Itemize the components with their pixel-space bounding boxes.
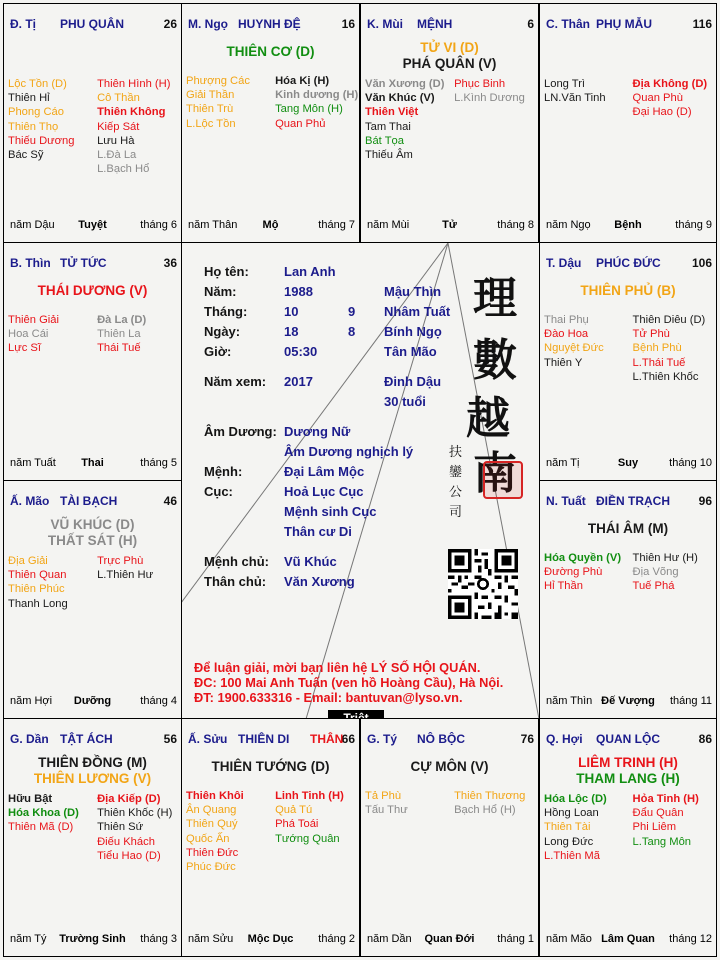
- minor-star: Thiên Đức: [186, 846, 239, 859]
- palace-phase: Tuyệt: [78, 219, 107, 231]
- menh-label: Mệnh:: [204, 464, 243, 479]
- minor-star: Thiên Giải: [8, 314, 59, 326]
- minor-star: Thanh Long: [8, 597, 68, 610]
- palace-phase: Mộ: [262, 219, 279, 231]
- calligraphy-char-1: 理: [473, 273, 517, 324]
- minor-stars-right: [633, 551, 698, 594]
- palace-month: tháng 8: [497, 219, 534, 231]
- day-can: Bính Ngọ: [384, 324, 442, 339]
- palace-month: tháng 5: [140, 457, 177, 469]
- palace-cell-suu: [181, 718, 360, 957]
- palace-year: năm Ngọ: [546, 219, 591, 231]
- menh-value: Đại Lâm Mộc: [284, 464, 365, 479]
- seal-text-1: 扶: [449, 445, 463, 460]
- minor-stars-right: [97, 554, 153, 582]
- palace-year: năm Tý: [10, 933, 47, 945]
- palace-phase: Bệnh: [614, 219, 642, 231]
- main-star: THÁI ÂM (M): [587, 521, 669, 536]
- palace-cell-mao: [3, 480, 182, 719]
- minor-star: Bát Tọa: [365, 134, 404, 147]
- minor-star: Tam Thai: [365, 120, 411, 133]
- minor-stars-left: [365, 77, 444, 162]
- minor-stars-right: [633, 77, 708, 120]
- minor-star: Thiên Hỉ: [8, 92, 50, 105]
- palace-month: tháng 11: [669, 695, 712, 707]
- minor-star: Thiên Mã (D): [8, 821, 74, 834]
- palace-age: 36: [163, 256, 177, 270]
- palace-header: [4, 732, 181, 748]
- palace-header: [361, 17, 538, 33]
- minor-star: Thiên Sứ: [97, 821, 144, 834]
- minor-star: Địa Không (D): [632, 78, 708, 90]
- minor-star: Hỏa Tinh (H): [632, 793, 699, 805]
- minor-star: Tiểu Hao (D): [97, 849, 161, 862]
- amduong-label: Âm Dương:: [204, 424, 277, 439]
- palace-branch: Đ. Tị: [10, 17, 36, 31]
- minor-stars-left: [544, 313, 604, 370]
- main-star: TỬ VI (D): [420, 40, 479, 55]
- minor-star: Hỉ Thần: [544, 580, 583, 593]
- minor-star: Thiên Phúc: [8, 583, 65, 596]
- minor-star: Long Trì: [544, 78, 586, 90]
- palace-branch: Ấ. Mão: [10, 494, 50, 508]
- qr-code-icon: [448, 549, 518, 619]
- minor-star: Tử Phù: [632, 328, 670, 341]
- minor-star: Tướng Quân: [275, 832, 340, 845]
- palace-name: QUAN LỘC: [596, 732, 660, 746]
- palace-month: tháng 4: [140, 695, 177, 707]
- minor-star: L.Thiên Hư: [97, 569, 154, 582]
- palace-year: năm Sửu: [188, 933, 234, 945]
- minor-star: Thiên Thọ: [8, 120, 59, 133]
- minor-star: Lưu Hà: [97, 134, 135, 147]
- center-info-panel: [181, 242, 539, 720]
- minor-star: Tả Phù: [365, 790, 402, 802]
- palace-year: năm Tị: [546, 457, 580, 469]
- palace-branch: G. Dần: [10, 732, 49, 746]
- palace-cell-than: [539, 3, 717, 243]
- minor-star: Thiên Việt: [365, 106, 419, 119]
- minor-star: Đường Phù: [544, 566, 603, 579]
- palace-header: [540, 256, 716, 272]
- main-star: THAM LANG (H): [576, 771, 680, 786]
- age-value: 30 tuổi: [384, 394, 426, 409]
- minor-star: Quả Tú: [275, 804, 313, 817]
- minor-stars-left: [544, 77, 606, 105]
- minor-star: Thiên Hư (H): [632, 552, 698, 564]
- palace-branch: N. Tuất: [546, 494, 586, 508]
- palace-phase: Dưỡng: [73, 695, 112, 707]
- minor-star: Phá Toái: [275, 818, 319, 831]
- palace-footer: [4, 457, 181, 471]
- main-star: THẤT SÁT (H): [47, 533, 138, 548]
- palace-header: [361, 732, 538, 748]
- minor-star: Đại Hao (D): [632, 106, 692, 119]
- palace-branch: K. Mùi: [367, 17, 403, 31]
- menh-chu-label: Mệnh chủ:: [204, 554, 269, 569]
- palace-phase: Đế Vượng: [601, 695, 655, 707]
- day-value: 18: [284, 324, 299, 339]
- minor-stars-right: [97, 77, 170, 176]
- minor-star: Linh Tinh (H): [275, 790, 344, 802]
- minor-stars-left: [8, 77, 74, 162]
- palace-header: [4, 256, 181, 272]
- view-year-label: Năm xem:: [204, 374, 267, 389]
- minor-stars-left: [8, 313, 59, 356]
- minor-star: Trực Phù: [97, 555, 144, 567]
- minor-star: Thiên Thương: [454, 790, 526, 802]
- month-can: Nhâm Tuất: [384, 304, 451, 319]
- month-value: 10: [284, 304, 299, 319]
- palace-name: PHỤ MẪU: [596, 17, 652, 31]
- contact-line-2: ĐC: 100 Mai Anh Tuấn (ven hồ Hoàng Cầu), Hà Nội.: [194, 675, 504, 690]
- palace-branch: M. Ngọ: [188, 17, 228, 31]
- palace-name: ĐIỀN TRẠCH: [596, 494, 670, 508]
- minor-star: Nguyệt Đức: [544, 342, 604, 355]
- palace-header: [182, 17, 359, 33]
- minor-star: Phục Binh: [454, 78, 506, 90]
- palace-age: 26: [163, 17, 177, 31]
- minor-star: Ân Quang: [186, 804, 237, 817]
- palace-phase: Lâm Quan: [601, 933, 655, 945]
- view-year-can: Đinh Dậu: [384, 374, 442, 389]
- seal-text-4: 司: [449, 505, 463, 520]
- minor-stars-right: [97, 792, 172, 863]
- minor-star: Thiên Quý: [186, 818, 238, 831]
- minor-star: Lực Sĩ: [8, 342, 41, 355]
- minor-star: Phượng Các: [186, 75, 250, 87]
- day-label: Ngày:: [204, 324, 241, 339]
- minor-stars-left: [8, 792, 79, 835]
- palace-name: NÔ BỘC: [417, 732, 465, 746]
- minor-star: Quan Phủ: [275, 117, 326, 130]
- calligraphy-char-4: 南: [473, 448, 517, 499]
- palace-footer: [540, 457, 716, 471]
- palace-age: 86: [698, 732, 712, 746]
- palace-month: tháng 10: [669, 457, 712, 469]
- minor-star: Hồng Loan: [544, 807, 599, 820]
- palace-name: TÀI BẠCH: [60, 494, 118, 508]
- minor-star: Thiếu Dương: [8, 134, 75, 147]
- palace-branch: G. Tý: [367, 732, 398, 746]
- minor-star: Kinh dương (H): [275, 89, 359, 102]
- minor-star: Hóa Quyền (V): [544, 552, 622, 564]
- palace-age: 56: [163, 732, 177, 746]
- minor-star: Thiên Y: [544, 356, 583, 369]
- minor-star: Thiên Trù: [186, 103, 234, 116]
- palace-footer: [540, 219, 716, 233]
- palace-month: tháng 1: [497, 933, 534, 945]
- contact-line-1: Để luận giải, mời bạn liên hệ LÝ SỐ HỘI QUÁN.: [194, 660, 481, 675]
- palace-age: 6: [527, 17, 534, 31]
- year-can: Mậu Thìn: [384, 284, 442, 299]
- minor-star: Thiên Tài: [544, 821, 591, 834]
- palace-phase: Mộc Dục: [247, 933, 294, 945]
- palace-age: 116: [692, 17, 712, 31]
- palace-month: tháng 6: [140, 219, 177, 231]
- minor-star: Bạch Hổ (H): [454, 804, 516, 817]
- palace-phase: Trường Sinh: [59, 933, 126, 945]
- palace-header: [4, 494, 181, 510]
- calligraphy-char-3: 越: [466, 393, 510, 444]
- year-value: 1988: [284, 284, 313, 299]
- minor-star: Thiên La: [97, 328, 141, 341]
- minor-star: Phi Liêm: [632, 821, 677, 834]
- minor-star: Văn Xương (D): [365, 78, 445, 90]
- main-star: CỰ MÔN (V): [410, 759, 489, 774]
- palace-month: tháng 3: [140, 933, 177, 945]
- minor-stars-right: [275, 789, 344, 846]
- palace-cell-hoi: [539, 718, 717, 957]
- minor-stars-left: [544, 551, 621, 594]
- palace-year: năm Thìn: [546, 695, 593, 707]
- minor-star: Tấu Thư: [365, 804, 408, 817]
- minor-star: Tuế Phá: [632, 580, 675, 593]
- palace-header: [540, 494, 716, 510]
- palace-header: [182, 732, 359, 748]
- main-star: THIÊN ĐỒNG (M): [38, 755, 147, 770]
- minor-stars-left: [544, 792, 607, 863]
- cuc-note: Mệnh sinh Cục: [284, 504, 377, 519]
- seal-text-2: 鑾: [449, 465, 463, 480]
- palace-year: năm Thân: [188, 219, 238, 231]
- palace-age: 106: [691, 256, 712, 270]
- minor-star: Thiên Hình (H): [97, 78, 171, 90]
- palace-month: tháng 12: [669, 933, 712, 945]
- minor-star: Giải Thần: [186, 89, 235, 102]
- main-star: LIÊM TRINH (H): [578, 755, 678, 770]
- palace-month: tháng 9: [675, 219, 712, 231]
- minor-star: Kiếp Sát: [97, 120, 140, 133]
- minor-stars-left: [186, 74, 250, 131]
- palace-footer: [540, 695, 716, 709]
- main-star: THÁI DƯƠNG (V): [37, 283, 148, 298]
- palace-age: 46: [163, 494, 177, 508]
- menh-chu-value: Vũ Khúc: [284, 554, 337, 569]
- main-star: THIÊN CƠ (D): [226, 44, 315, 59]
- month-label: Tháng:: [204, 304, 248, 319]
- palace-cell-dan: [3, 718, 182, 957]
- minor-star: L.Lộc Tồn: [186, 117, 236, 130]
- name-value: Lan Anh: [284, 264, 336, 279]
- palace-cell-ngo: [181, 3, 360, 243]
- minor-star: Thai Phụ: [544, 314, 589, 326]
- minor-stars-right: [454, 77, 525, 105]
- palace-branch: T. Dậu: [546, 256, 582, 270]
- palace-year: năm Tuất: [10, 457, 56, 469]
- amduong-note: Âm Dương nghịch lý: [284, 444, 414, 459]
- palace-age: 16: [341, 17, 355, 31]
- palace-footer: [361, 219, 538, 233]
- minor-star: Đào Hoa: [544, 328, 589, 341]
- minor-star: Quốc Ấn: [186, 832, 230, 845]
- cuc-label: Cục:: [204, 484, 233, 499]
- palace-year: năm Hợi: [10, 695, 53, 707]
- palace-footer: [182, 933, 359, 947]
- palace-age: 66: [341, 732, 355, 746]
- contact-line-3: ĐT: 1900.633316 - Email: bantuvan@lyso.vn.: [194, 690, 463, 705]
- minor-stars-right: [275, 74, 358, 131]
- year-label: Năm:: [204, 284, 237, 299]
- hour-label: Giờ:: [204, 344, 232, 359]
- palace-year: năm Mùi: [367, 219, 410, 231]
- minor-star: LN.Văn Tinh: [544, 92, 606, 105]
- palace-month: tháng 2: [318, 933, 355, 945]
- minor-star: Thiên Không: [97, 106, 166, 119]
- than-chu-label: Thân chủ:: [204, 574, 267, 589]
- than-cu-note: Thân cư Di: [284, 524, 352, 539]
- minor-star: Địa Võng: [632, 566, 679, 579]
- palace-name: TẬT ÁCH: [60, 732, 113, 746]
- minor-star: Hóa Lộc (D): [544, 793, 607, 805]
- minor-star: L.Thiên Mã: [544, 849, 600, 862]
- day-lunar: 8: [348, 324, 356, 339]
- minor-stars-right: [633, 792, 699, 849]
- minor-star: Tang Môn (H): [275, 103, 343, 116]
- palace-footer: [4, 695, 181, 709]
- main-star: VŨ KHÚC (D): [50, 517, 135, 532]
- minor-stars-right: [633, 313, 706, 384]
- minor-stars-left: [186, 789, 244, 874]
- minor-star: Thái Tuế: [97, 342, 141, 355]
- palace-footer: [361, 933, 538, 947]
- palace-year: năm Dần: [367, 933, 412, 945]
- minor-star: Văn Khúc (V): [365, 92, 435, 105]
- minor-star: L.Thái Tuế: [632, 356, 686, 369]
- minor-stars-right: [454, 789, 525, 817]
- minor-star: Địa Kiếp (D): [97, 793, 161, 805]
- minor-star: Cô Thần: [97, 92, 140, 105]
- palace-footer: [182, 219, 359, 233]
- palace-cell-ti: [3, 3, 182, 243]
- minor-star: Phúc Đức: [186, 860, 236, 873]
- minor-star: Bệnh Phù: [632, 342, 682, 355]
- main-star: PHÁ QUÂN (V): [402, 56, 497, 71]
- minor-star: Thiếu Âm: [365, 148, 413, 161]
- minor-star: Đẩu Quân: [632, 807, 684, 820]
- minor-star: Thiên Quan: [8, 569, 67, 582]
- palace-cell-thin: [3, 242, 182, 481]
- main-star: THIÊN TƯỚNG (D): [211, 759, 330, 774]
- palace-age: 76: [520, 732, 534, 746]
- view-year-value: 2017: [284, 374, 313, 389]
- palace-branch: B. Thìn: [10, 256, 51, 270]
- minor-star: Hữu Bật: [8, 793, 53, 805]
- minor-star: Thiên Khốc (H): [97, 807, 173, 820]
- palace-footer: [4, 933, 181, 947]
- minor-star: Đà La (D): [97, 314, 147, 326]
- palace-name: TỬ TỨC: [60, 256, 107, 270]
- month-lunar: 9: [348, 304, 356, 319]
- palace-year: năm Mão: [546, 933, 592, 945]
- minor-star: L.Bạch Hổ: [97, 163, 150, 176]
- minor-star: L.Thiên Khốc: [632, 370, 699, 383]
- hour-value: 05:30: [284, 344, 318, 359]
- calligraphy-char-2: 數: [473, 335, 517, 386]
- minor-star: Hoa Cái: [8, 328, 49, 341]
- palace-cell-ty: [360, 718, 539, 957]
- palace-name: PHÚC ĐỨC: [596, 256, 661, 270]
- palace-phase: Thai: [81, 457, 104, 469]
- main-star: THIÊN LƯƠNG (V): [33, 771, 152, 786]
- minor-star: Thiên Khôi: [186, 790, 244, 802]
- minor-star: Phong Cáo: [8, 106, 64, 119]
- minor-star: Thiên Diêu (D): [632, 314, 706, 326]
- palace-cell-mui: [360, 3, 539, 243]
- palace-name: THIÊN DI: [238, 732, 290, 746]
- palace-month: tháng 7: [318, 219, 355, 231]
- minor-star: Hóa Kị (H): [275, 75, 330, 87]
- palace-phase: Suy: [617, 457, 639, 469]
- hour-can: Tân Mão: [384, 344, 437, 359]
- palace-header: [4, 17, 181, 33]
- cuc-value: Hoả Lục Cục: [284, 484, 364, 499]
- palace-name: MỆNH: [417, 17, 453, 31]
- minor-stars-left: [365, 789, 408, 817]
- minor-star: Điếu Khách: [97, 835, 155, 848]
- palace-branch: C. Thân: [546, 17, 590, 31]
- palace-phase: Quan Đới: [424, 933, 475, 945]
- palace-name: PHU QUÂN: [60, 17, 125, 31]
- palace-year: năm Dậu: [10, 219, 55, 231]
- palace-name: HUYNH ĐỆ: [238, 17, 301, 31]
- minor-star: Long Đức: [544, 835, 594, 848]
- palace-header: [540, 17, 716, 33]
- palace-phase: Tử: [442, 219, 457, 231]
- red-seal-stamp: [483, 461, 523, 499]
- palace-branch: Q. Hợi: [546, 732, 583, 746]
- minor-star: Hóa Khoa (D): [8, 807, 79, 820]
- palace-cell-tuat: [539, 480, 717, 719]
- minor-star: Địa Giải: [8, 555, 48, 567]
- minor-stars-right: [97, 313, 146, 356]
- palace-branch: Ấ. Sửu: [188, 732, 228, 746]
- palace-header: [540, 732, 716, 748]
- minor-star: Lộc Tồn (D): [8, 78, 67, 90]
- main-star: THIÊN PHỦ (B): [580, 283, 676, 298]
- palace-footer: [4, 219, 181, 233]
- amduong-value: Dương Nữ: [284, 424, 351, 439]
- minor-stars-left: [8, 554, 68, 611]
- minor-star: L.Kình Dương: [454, 92, 525, 105]
- minor-star: L.Đà La: [97, 148, 137, 161]
- minor-star: Quan Phù: [632, 92, 683, 105]
- palace-footer: [540, 933, 716, 947]
- than-marker: THÂN: [310, 732, 344, 746]
- than-chu-value: Văn Xương: [284, 574, 355, 589]
- minor-star: Bác Sỹ: [8, 148, 44, 161]
- seal-text-3: 公: [449, 485, 463, 500]
- palace-age: 96: [698, 494, 712, 508]
- minor-star: L.Tang Môn: [632, 835, 692, 848]
- name-label: Họ tên:: [204, 264, 249, 279]
- palace-cell-dau: [539, 242, 717, 481]
